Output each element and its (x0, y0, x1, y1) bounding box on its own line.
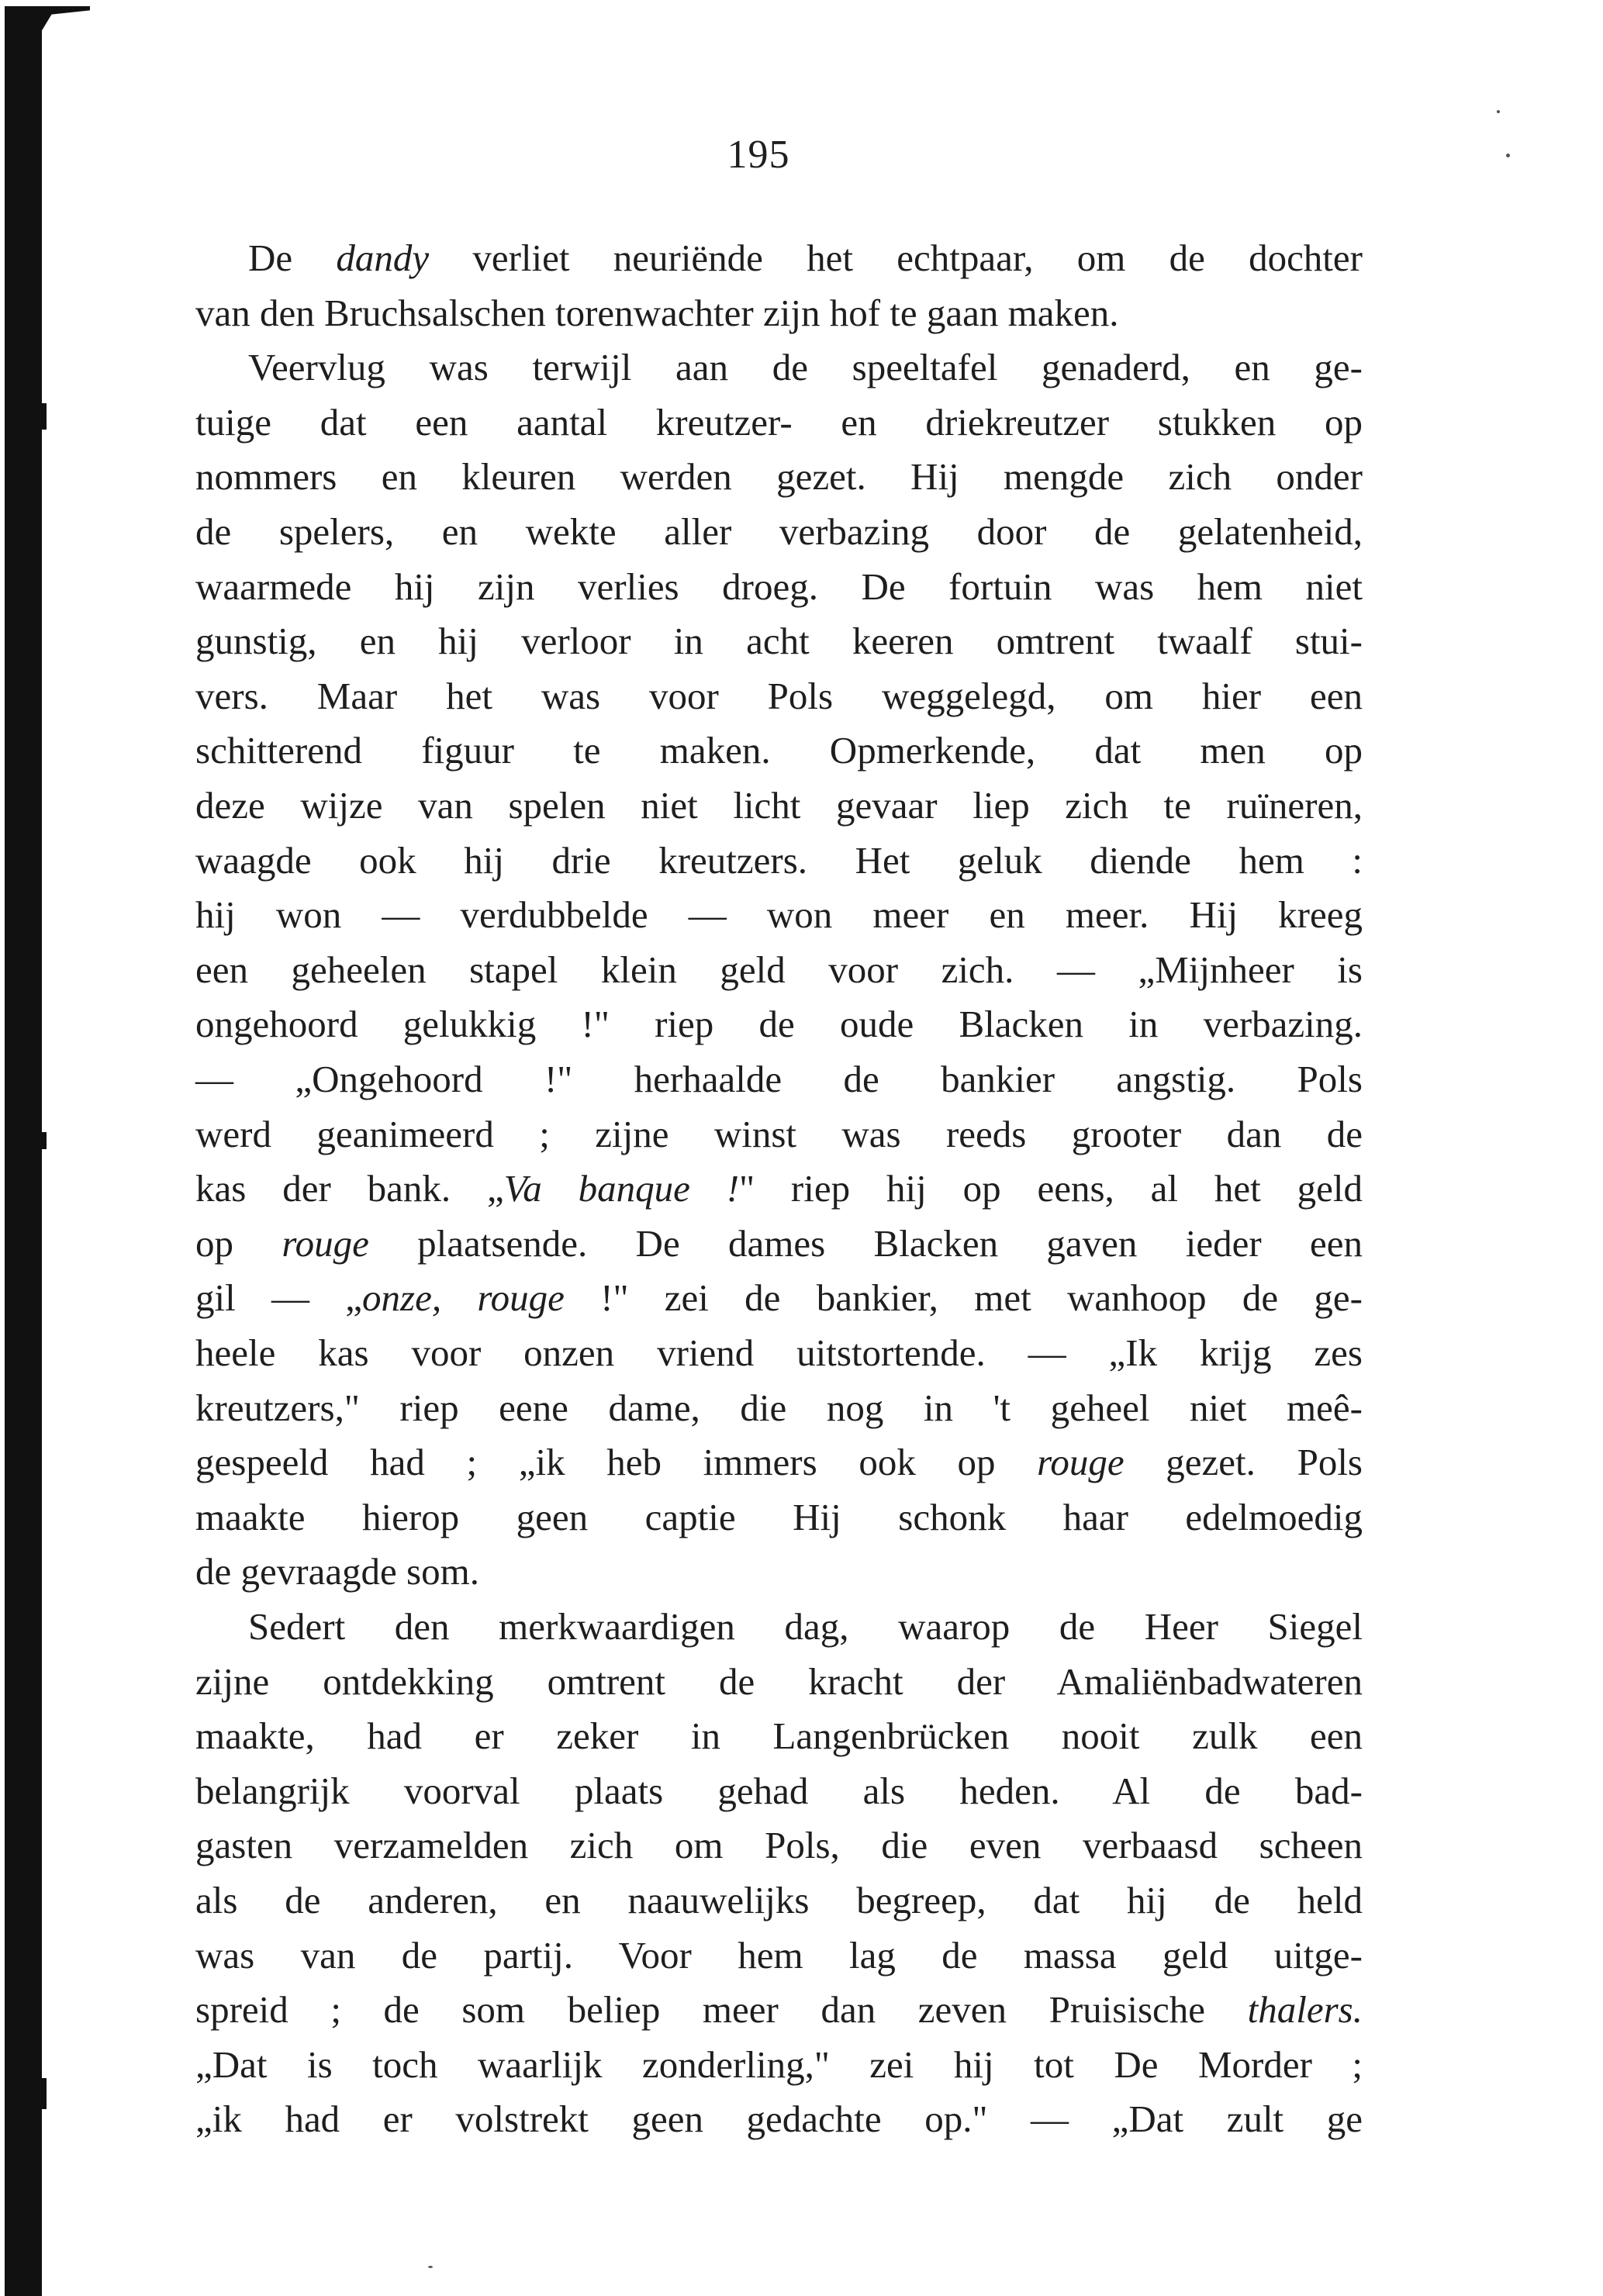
text-line (195, 1709, 1363, 1763)
text-line (195, 1271, 1363, 1325)
text-run: Sedert den merkwaardigen dag, waarop de Heer Siegel (248, 1605, 1363, 1648)
italic-text-run: dandy (336, 237, 430, 279)
text-line (195, 450, 1363, 504)
binding-edge (0, 0, 54, 2296)
text-run: deze wijze van spelen niet licht gevaar liep zich te ruïneren, (195, 784, 1363, 827)
text-line (195, 505, 1363, 559)
text-run: de spelers, en wekte aller verbazing door de gelatenheid, (195, 510, 1363, 553)
text-run: spreid ; de som beliep meer dan zeven Pruisische (195, 1988, 1248, 2031)
text-run: gezet. Pols (1124, 1441, 1363, 1483)
text-run: De (248, 237, 337, 279)
text-line (195, 723, 1363, 778)
binding-notch (42, 1132, 47, 1149)
binding-shadow (5, 31, 42, 2296)
text-line (195, 614, 1363, 668)
text-run: een geheelen stapel klein geld voor zich. — „Mijnheer is (195, 948, 1363, 991)
text-run: kreutzers," riep eene dame, die nog in 't geheel niet meê- (195, 1386, 1363, 1429)
text-run: hij won — verdubbelde — won meer en meer. Hij kreeg (195, 893, 1363, 936)
text-run: tuige dat een aantal kreutzer- en driekreutzer stukken op (195, 401, 1363, 444)
text-run: was van de partij. Voor hem lag de massa geld uitge- (195, 1934, 1363, 1977)
text-run: gunstig, en hij verloor in acht keeren omtrent twaalf stui- (195, 620, 1363, 662)
paper-speck (1497, 110, 1500, 113)
text-run: vers. Maar het was voor Pols weggelegd, om hier een (195, 675, 1363, 717)
paper-speck (428, 2266, 433, 2268)
text-line (195, 1107, 1363, 1162)
text-run: „ik had er volstrekt geen gedachte op." — „Dat zult ge (195, 2097, 1363, 2140)
text-run: Veervlug was terwijl aan de speeltafel genaderd, en ge- (248, 346, 1363, 388)
binding-notch (42, 2078, 47, 2109)
text-run: de gevraagde som. (195, 1550, 479, 1593)
text-run: gasten verzamelden zich om Pols, die even verbaasd scheen (195, 1824, 1363, 1866)
text-line (195, 2092, 1363, 2146)
text-line (195, 888, 1363, 942)
text-line (195, 943, 1363, 997)
text-line (248, 1600, 1363, 1654)
text-line (195, 834, 1363, 888)
text-run: maakte, had er zeker in Langenbrücken nooit zulk een (195, 1714, 1363, 1757)
italic-text-run: rouge (282, 1222, 369, 1265)
text-run: als de anderen, en naauwelijks begreep, dat hij de held (195, 1879, 1363, 1921)
text-run: „Dat is toch waarlijk zonderling," zei hij tot De Morder ; (195, 2043, 1363, 2086)
text-line (195, 286, 1119, 340)
text-line (195, 1381, 1363, 1435)
text-line (248, 231, 1363, 285)
text-run: belangrijk voorval plaats gehad als heden. Al de bad- (195, 1769, 1363, 1812)
text-line (195, 779, 1363, 833)
italic-text-run: onze, rouge (362, 1276, 565, 1319)
text-line (195, 1162, 1363, 1216)
text-run: kas der bank. „ (195, 1167, 504, 1210)
text-run: werd geanimeerd ; zijne winst was reeds grooter dan de (195, 1113, 1363, 1155)
text-line (195, 1052, 1363, 1107)
text-run: maakte hierop geen captie Hij schonk haar edelmoedig (195, 1496, 1363, 1538)
text-run: gespeeld had ; „ik heb immers ook op (195, 1441, 1038, 1483)
text-run: van den Bruchsalschen torenwachter zijn hof te gaan maken. (195, 292, 1119, 334)
text-line (195, 1818, 1363, 1873)
text-line (195, 2038, 1363, 2092)
text-run: ongehoord gelukkig !" riep de oude Blacken in verbazing. (195, 1003, 1363, 1045)
paper-speck (1506, 154, 1510, 157)
italic-text-run: Va banque ! (503, 1167, 740, 1210)
text-line (195, 1217, 1363, 1271)
text-line (195, 669, 1363, 723)
page-number: 195 (727, 133, 790, 177)
text-run: verliet neuriënde het echtpaar, om de dochter (429, 237, 1363, 279)
text-line (195, 1873, 1363, 1928)
text-run: heele kas voor onzen vriend uitstortende. — „Ik krijg zes (195, 1331, 1363, 1374)
text-line (195, 395, 1363, 450)
text-run: " riep hij op eens, al het geld (739, 1167, 1363, 1210)
text-run: waagde ook hij drie kreutzers. Het geluk diende hem : (195, 839, 1363, 882)
italic-text-run: rouge (1037, 1441, 1125, 1483)
italic-text-run: thalers. (1247, 1988, 1363, 2031)
text-line (195, 1928, 1363, 1983)
text-run: zijne ontdekking omtrent de kracht der Amaliënbadwateren (195, 1660, 1363, 1703)
text-line (248, 340, 1363, 395)
text-line (195, 1764, 1363, 1818)
text-run: plaatsende. De dames Blacken gaven ieder een (368, 1222, 1363, 1265)
text-run: waarmede hij zijn verlies droeg. De fortuin was hem niet (195, 565, 1363, 608)
text-line (195, 1490, 1363, 1545)
text-line (195, 1983, 1363, 2037)
text-line (195, 1435, 1363, 1490)
text-run: nommers en kleuren werden gezet. Hij mengde zich onder (195, 455, 1363, 498)
text-run: !" zei de bankier, met wanhoop de ge- (564, 1276, 1363, 1319)
text-run: schitterend figuur te maken. Opmerkende, dat men op (195, 729, 1363, 772)
binding-notch (42, 403, 47, 430)
text-line (195, 560, 1363, 614)
text-run: — „Ongehoord !" herhaalde de bankier angstig. Pols (195, 1058, 1363, 1100)
text-line (195, 997, 1363, 1051)
text-run: op (195, 1222, 282, 1265)
text-line (195, 1545, 479, 1599)
text-run: gil — „ (195, 1276, 363, 1319)
text-line (195, 1655, 1363, 1709)
text-line (195, 1326, 1363, 1380)
